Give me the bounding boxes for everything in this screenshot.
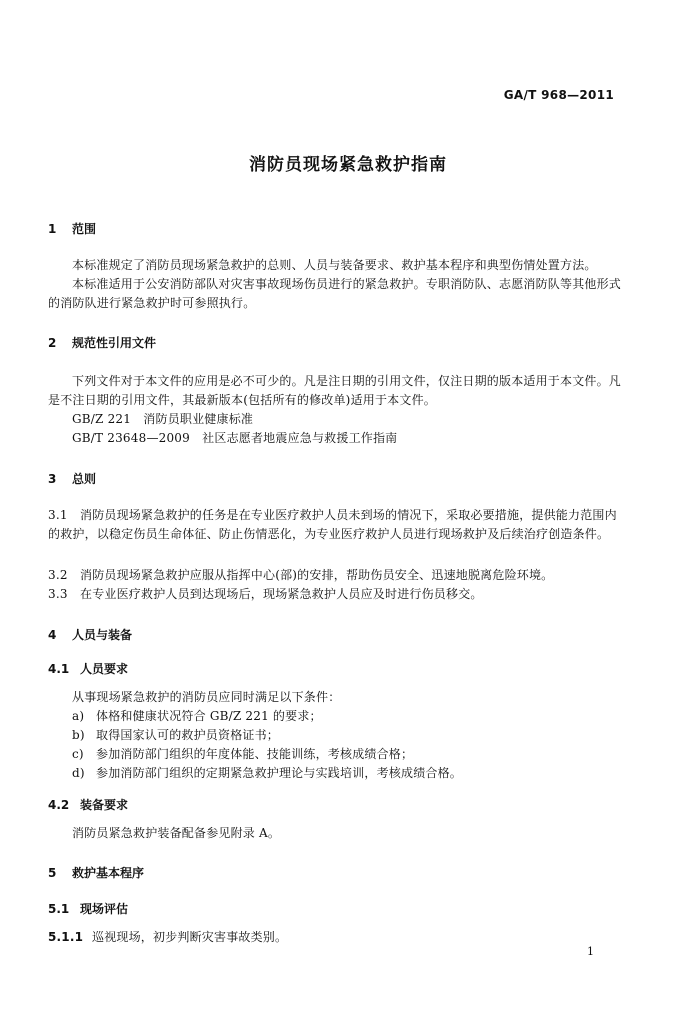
section-title: 救护基本程序: [72, 866, 145, 880]
section-title: 人员与装备: [72, 628, 133, 642]
section-title: 规范性引用文件: [72, 336, 157, 350]
list-item: [72, 726, 628, 745]
list-text: 参加消防部门组织的年度体能、技能训练，考核成绩合格；: [96, 747, 414, 761]
section-heading-2: [48, 334, 156, 351]
section-heading-1: [48, 220, 96, 237]
subsection-heading-4-1: [48, 660, 128, 677]
reference-item: GB/Z 221 消防员职业健康标准: [72, 412, 254, 426]
subsection-number: 4.1: [48, 662, 70, 676]
subsection-title: 现场评估: [80, 902, 129, 916]
subsection-heading-4-2: [48, 796, 128, 813]
subsection-title: 人员要求: [80, 662, 129, 676]
paragraph: 从事现场紧急救护的消防员应同时满足以下条件：: [72, 690, 341, 704]
clause-number: 5.1.1: [48, 930, 84, 944]
clause: [48, 585, 628, 604]
paragraph: 本标准适用于公安消防部队对灾害事故现场伤员进行的紧急救护。专职消防队、志愿消防队等其他形式的消防队进行紧急救护时可参照执行。: [48, 277, 622, 310]
clause-number: 3.3: [48, 587, 68, 601]
paragraph: 下列文件对于本文件的应用是必不可少的。凡是注日期的引用文件，仅注日期的版本适用于本文件。凡是不注日期的引用文件，其最新版本(包括所有的修改单)适用于本文件。: [48, 374, 622, 407]
clause: [48, 506, 628, 544]
list-marker: b): [72, 728, 85, 742]
list-marker: c): [72, 747, 84, 761]
section-heading-5: [48, 864, 144, 881]
clause-text: 在专业医疗救护人员到达现场后，现场紧急救护人员应及时进行伤员移交。: [80, 587, 483, 601]
list-text: 体格和健康状况符合 GB/Z 221 的要求；: [96, 709, 322, 723]
list-item: [72, 764, 628, 783]
clause: [48, 928, 628, 947]
clause-number: 3.1: [48, 508, 68, 522]
list-item: [72, 745, 628, 764]
list-text: 参加消防部门组织的定期紧急救护理论与实践培训，考核成绩合格。: [96, 766, 463, 780]
section-number: 4: [48, 628, 57, 642]
section-number: 3: [48, 472, 57, 486]
subsection-number: 4.2: [48, 798, 70, 812]
section-number: 1: [48, 222, 57, 236]
section-heading-4: [48, 626, 132, 643]
document-title: 消防员现场紧急救护指南: [249, 155, 447, 175]
clause-text: 消防员现场紧急救护应服从指挥中心(部)的安排，帮助伤员安全、迅速地脱离危险环境。: [80, 568, 554, 582]
list-text: 取得国家认可的救护员资格证书；: [96, 728, 280, 742]
section-number: 2: [48, 336, 57, 350]
clause: [48, 566, 628, 585]
standard-code: GA/T 968—2011: [503, 88, 614, 102]
section-title: 范围: [72, 222, 97, 236]
paragraph: 本标准规定了消防员现场紧急救护的总则、人员与装备要求、救护基本程序和典型伤情处置方法。: [72, 258, 597, 272]
list-marker: a): [72, 709, 85, 723]
subsection-heading-5-1: [48, 900, 128, 917]
reference-item: GB/T 23648—2009 社区志愿者地震应急与救援工作指南: [72, 431, 398, 445]
paragraph: 消防员紧急救护装备配备参见附录 A。: [72, 826, 281, 840]
subsection-title: 装备要求: [80, 798, 129, 812]
subsection-number: 5.1: [48, 902, 70, 916]
page-number: 1: [587, 945, 594, 958]
section-number: 5: [48, 866, 57, 880]
clause-text: 消防员现场紧急救护的任务是在专业医疗救护人员未到场的情况下，采取必要措施，提供能力范围内的救护，以稳定伤员生命体征、防止伤情恶化，为专业医疗救护人员进行现场救护及后续治疗创造条件。: [48, 508, 617, 541]
clause-text: 巡视现场，初步判断灾害事故类别。: [92, 930, 288, 944]
list-marker: d): [72, 766, 85, 780]
section-title: 总则: [72, 472, 97, 486]
list-item: [72, 707, 628, 726]
clause-number: 3.2: [48, 568, 68, 582]
section-heading-3: [48, 470, 96, 487]
